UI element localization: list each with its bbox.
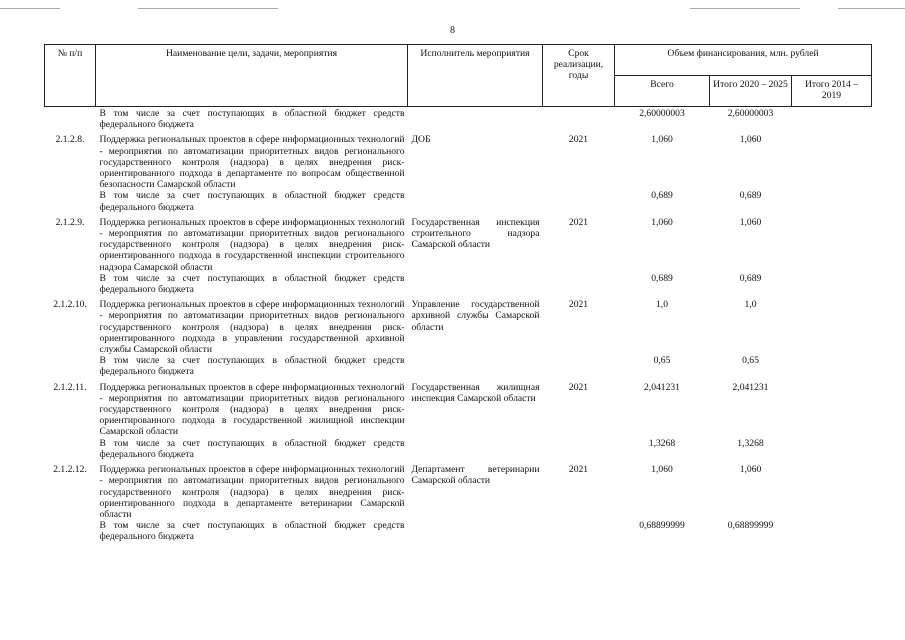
row-description: В том числе за счет поступающих в областной бюджет средств федерального бюджета	[99, 355, 405, 378]
table-row	[45, 273, 872, 299]
row-year	[543, 520, 615, 546]
scan-edge-line	[138, 8, 278, 9]
row-sum-2020-2025: 0,68899999	[727, 520, 774, 532]
row-sum-2014-2019	[792, 355, 872, 381]
table-row	[45, 382, 872, 438]
row-year	[543, 438, 615, 464]
page-number: 8	[450, 25, 455, 36]
row-description: Поддержка региональных проектов в сфере информационных технологий - мероприятия по автоматизации приоритетных видов регионального государственного контроля (надзора) в целях внедрения риск-ориентированного подхода в государственной жилищной инспекции Самарской области	[99, 381, 405, 438]
row-executor: ДОБ	[411, 134, 431, 146]
header-number: № п/п	[45, 45, 96, 107]
row-total: 1,060	[651, 134, 673, 146]
row-year: 2021	[568, 299, 589, 311]
row-executor: Государственная инспекция строительного надзора Самарской области	[411, 216, 540, 251]
row-total: 1,060	[651, 464, 673, 476]
row-total: 1,060	[651, 216, 673, 228]
row-executor	[408, 107, 543, 135]
header-financing: Объем финансирования, млн. рублей	[615, 45, 872, 76]
row-description: В том числе за счет поступающих в областной бюджет средств федерального бюджета	[99, 190, 405, 213]
row-sum-2014-2019	[792, 273, 872, 299]
row-executor: Департамент ветеринарии Самарской области	[411, 464, 540, 487]
row-sum-2014-2019	[792, 438, 872, 464]
row-number: 2.1.2.12.	[53, 464, 87, 476]
row-sum-2020-2025: 2,041231	[732, 381, 769, 393]
row-sum-2014-2019	[792, 299, 872, 355]
row-executor: Государственная жилищная инспекция Самарской области	[411, 381, 540, 404]
row-sum-2020-2025: 1,0	[744, 299, 757, 311]
row-executor	[408, 520, 543, 546]
row-year: 2021	[568, 134, 589, 146]
row-year	[543, 107, 615, 135]
table-row	[45, 355, 872, 381]
row-description: Поддержка региональных проектов в сфере информационных технологий - мероприятия по автоматизации приоритетных видов регионального государственного контроля (надзора) в целях внедрения риск-ориентированного подхода в государственной инспекции строительного надзора Самарской области	[99, 216, 405, 273]
row-number: 2.1.2.9.	[55, 216, 85, 228]
row-number	[45, 190, 96, 216]
row-executor	[408, 438, 543, 464]
row-sum-2020-2025: 0,689	[739, 272, 762, 284]
financing-table	[44, 44, 872, 547]
table-header-row	[45, 45, 872, 76]
table-row	[45, 107, 872, 135]
row-description: Поддержка региональных проектов в сфере информационных технологий - мероприятия по автоматизации приоритетных видов регионального государственного контроля (надзора) в целях внедрения риск-ориентированного подхода в департаменте ветеринарии Самарской области	[99, 464, 405, 520]
row-sum-2020-2025: 1,060	[739, 134, 762, 146]
row-total: 0,68899999	[639, 520, 685, 532]
table-row	[45, 464, 872, 520]
table-row	[45, 217, 872, 273]
header-total: Всего	[615, 76, 710, 107]
header-name: Наименование цели, задачи, мероприятия	[96, 45, 408, 107]
row-sum-2020-2025: 1,060	[739, 216, 762, 228]
row-total: 0,689	[651, 190, 673, 202]
row-total: 0,65	[653, 355, 671, 367]
header-executor: Исполнитель мероприятия	[408, 45, 543, 107]
row-sum-2014-2019	[792, 520, 872, 546]
row-total: 0,689	[651, 272, 673, 284]
table-body	[45, 107, 872, 547]
row-year: 2021	[568, 464, 589, 476]
row-number	[45, 438, 96, 464]
row-total: 1,0	[656, 299, 668, 311]
row-sum-2020-2025: 1,3268	[737, 437, 764, 449]
row-year	[543, 355, 615, 381]
scan-edge-line	[838, 8, 905, 9]
row-year: 2021	[568, 216, 589, 228]
row-description: В том числе за счет поступающих в областной бюджет средств федерального бюджета	[99, 520, 405, 543]
header-term: Срок реализации, годы	[543, 45, 615, 107]
row-total: 2,041231	[644, 381, 680, 393]
row-total: 2,60000003	[639, 108, 685, 119]
row-sum-2020-2025: 0,65	[742, 355, 759, 367]
table-row	[45, 190, 872, 216]
row-number	[45, 520, 96, 546]
row-year: 2021	[568, 381, 589, 393]
row-executor	[408, 273, 543, 299]
row-description: Поддержка региональных проектов в сфере информационных технологий - мероприятия по автоматизации приоритетных видов регионального государственного контроля (надзора) в целях внедрения риск-ориентированного подхода в департаменте по вопросам общественной безопасности Самарской области	[99, 134, 405, 191]
row-executor	[408, 190, 543, 216]
row-sum-2020-2025: 2,60000003	[727, 108, 774, 119]
row-number	[45, 107, 96, 135]
row-sum-2014-2019	[792, 190, 872, 216]
row-number	[45, 355, 96, 381]
row-sum-2014-2019	[792, 107, 872, 135]
row-description: В том числе за счет поступающих в областной бюджет средств федерального бюджета	[99, 272, 405, 296]
header-sum-2020-2025: Итого 2020 – 2025	[710, 76, 792, 107]
row-year	[543, 273, 615, 299]
row-sum-2020-2025: 0,689	[739, 190, 762, 202]
scan-edge-line	[690, 8, 800, 9]
row-year	[543, 190, 615, 216]
row-description: В том числе за счет поступающих в областной бюджет средств федерального бюджета	[99, 437, 405, 460]
row-number: 2.1.2.10.	[53, 299, 87, 311]
row-sum-2014-2019	[792, 134, 872, 190]
row-sum-2020-2025: 1,060	[739, 464, 762, 476]
row-number: 2.1.2.11.	[53, 381, 87, 393]
row-sum-2014-2019	[792, 382, 872, 438]
row-number	[45, 273, 96, 299]
row-executor	[408, 355, 543, 381]
row-sum-2014-2019	[792, 464, 872, 520]
row-executor: Управление государственной архивной службы Самарской области	[411, 299, 540, 333]
scan-edge-line	[0, 8, 60, 9]
table-row	[45, 438, 872, 464]
row-description: Поддержка региональных проектов в сфере информационных технологий - мероприятия по автоматизации приоритетных видов регионального государственного контроля (надзора) в целях внедрения риск-ориентированного подхода в управлении государственной архивной службы Самарской области	[99, 299, 405, 356]
table-row	[45, 520, 872, 546]
row-number: 2.1.2.8.	[55, 134, 85, 146]
row-description: В том числе за счет поступающих в областной бюджет средств федерального бюджета	[99, 108, 405, 131]
table-row	[45, 134, 872, 190]
table-row	[45, 299, 872, 355]
header-sum-2014-2019: Итого 2014 – 2019	[792, 76, 872, 107]
row-sum-2014-2019	[792, 217, 872, 273]
row-total: 1,3268	[648, 437, 676, 449]
